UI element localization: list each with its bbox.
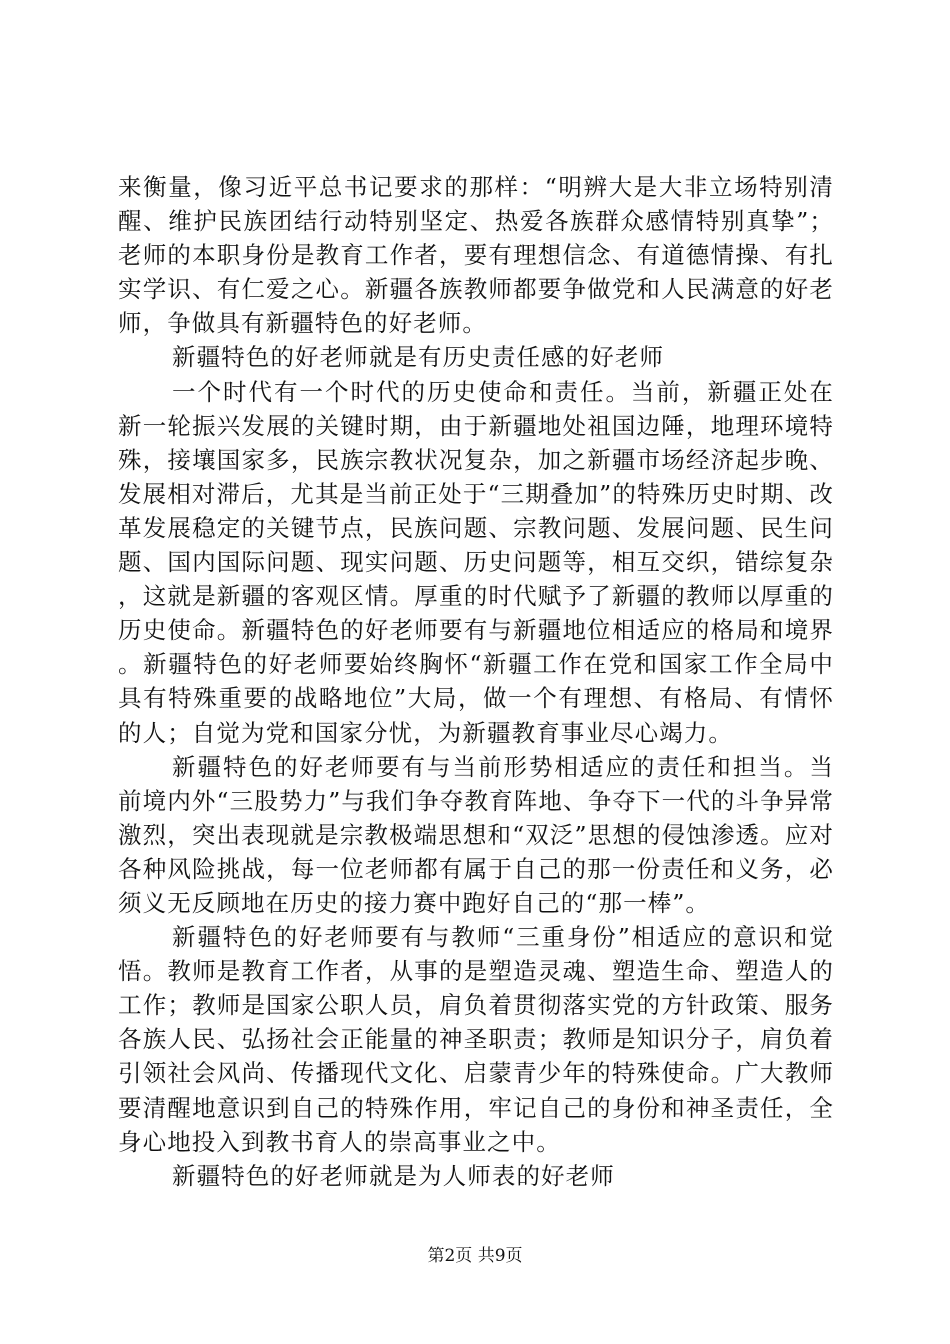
section-heading-historical-responsibility: 新疆特色的好老师就是有历史责任感的好老师: [172, 343, 665, 372]
page-footer: 第2页 共9页: [427, 1246, 523, 1266]
document-body: [118, 170, 834, 1193]
paragraph-three-identities: 新疆特色的好老师要有与教师“三重身份”相适应的意识和觉悟。教师是教育工作者，从事的是塑造灵魂、塑造生命、塑造人的工作；教师是国家公职人员，肩负着贯彻落实党的方针政策、服务各族人民、弘扬社会正能量的神圣职责；教师是知识分子，肩负着引领社会风尚、传播现代文化、启蒙青少年的特殊使命。广大教师要清醒地意识到自己的特殊作用，牢记自己的身份和神圣责任，全身心地投入到教书育人的崇高事业之中。: [118, 923, 834, 1156]
paragraph-era-mission: 一个时代有一个时代的历史使命和责任。当前，新疆正处在新一轮振兴发展的关键时期，由于新疆地处祖国边陲，地理环境特殊，接壤国家多，民族宗教状况复杂，加之新疆市场经济起步晚、发展相对滞后，尤其是当前正处于“三期叠加”的特殊历史时期、改革发展稳定的关键节点，民族问题、宗教问题、发展问题、民生问题、国内国际问题、现实问题、历史问题等，相互交织，错综复杂，这就是新疆的客观区情。厚重的时代赋予了新疆的教师以厚重的历史使命。新疆特色的好老师要有与新疆地位相适应的格局和境界。新疆特色的好老师要始终胸怀“新疆工作在党和国家工作全局中具有特殊重要的战略地位”大局，做一个有理想、有格局、有情怀的人；自觉为党和国家分忧，为新疆教育事业尽心竭力。: [118, 377, 834, 747]
paragraph-responsibility: 新疆特色的好老师要有与当前形势相适应的责任和担当。当前境内外“三股势力”与我们争夺教育阵地、争夺下一代的斗争异常激烈，突出表现就是宗教极端思想和“双泛”思想的侵蚀渗透。应对各种风险挑战，每一位老师都有属于自己的那一份责任和义务，必须义无反顾地在历史的接力赛中跑好自己的“那一棒”。: [118, 752, 834, 917]
section-heading-role-model: 新疆特色的好老师就是为人师表的好老师: [172, 1161, 615, 1190]
paragraph-continuation: 来衡量，像习近平总书记要求的那样：“明辨大是大非立场特别清醒、维护民族团结行动特别坚定、热爱各族群众感情特别真挚”；老师的本职身份是教育工作者，要有理想信念、有道德情操、有扎实学识、有仁爱之心。新疆各族教师都要争做党和人民满意的好老师，争做具有新疆特色的好老师。: [118, 173, 834, 338]
